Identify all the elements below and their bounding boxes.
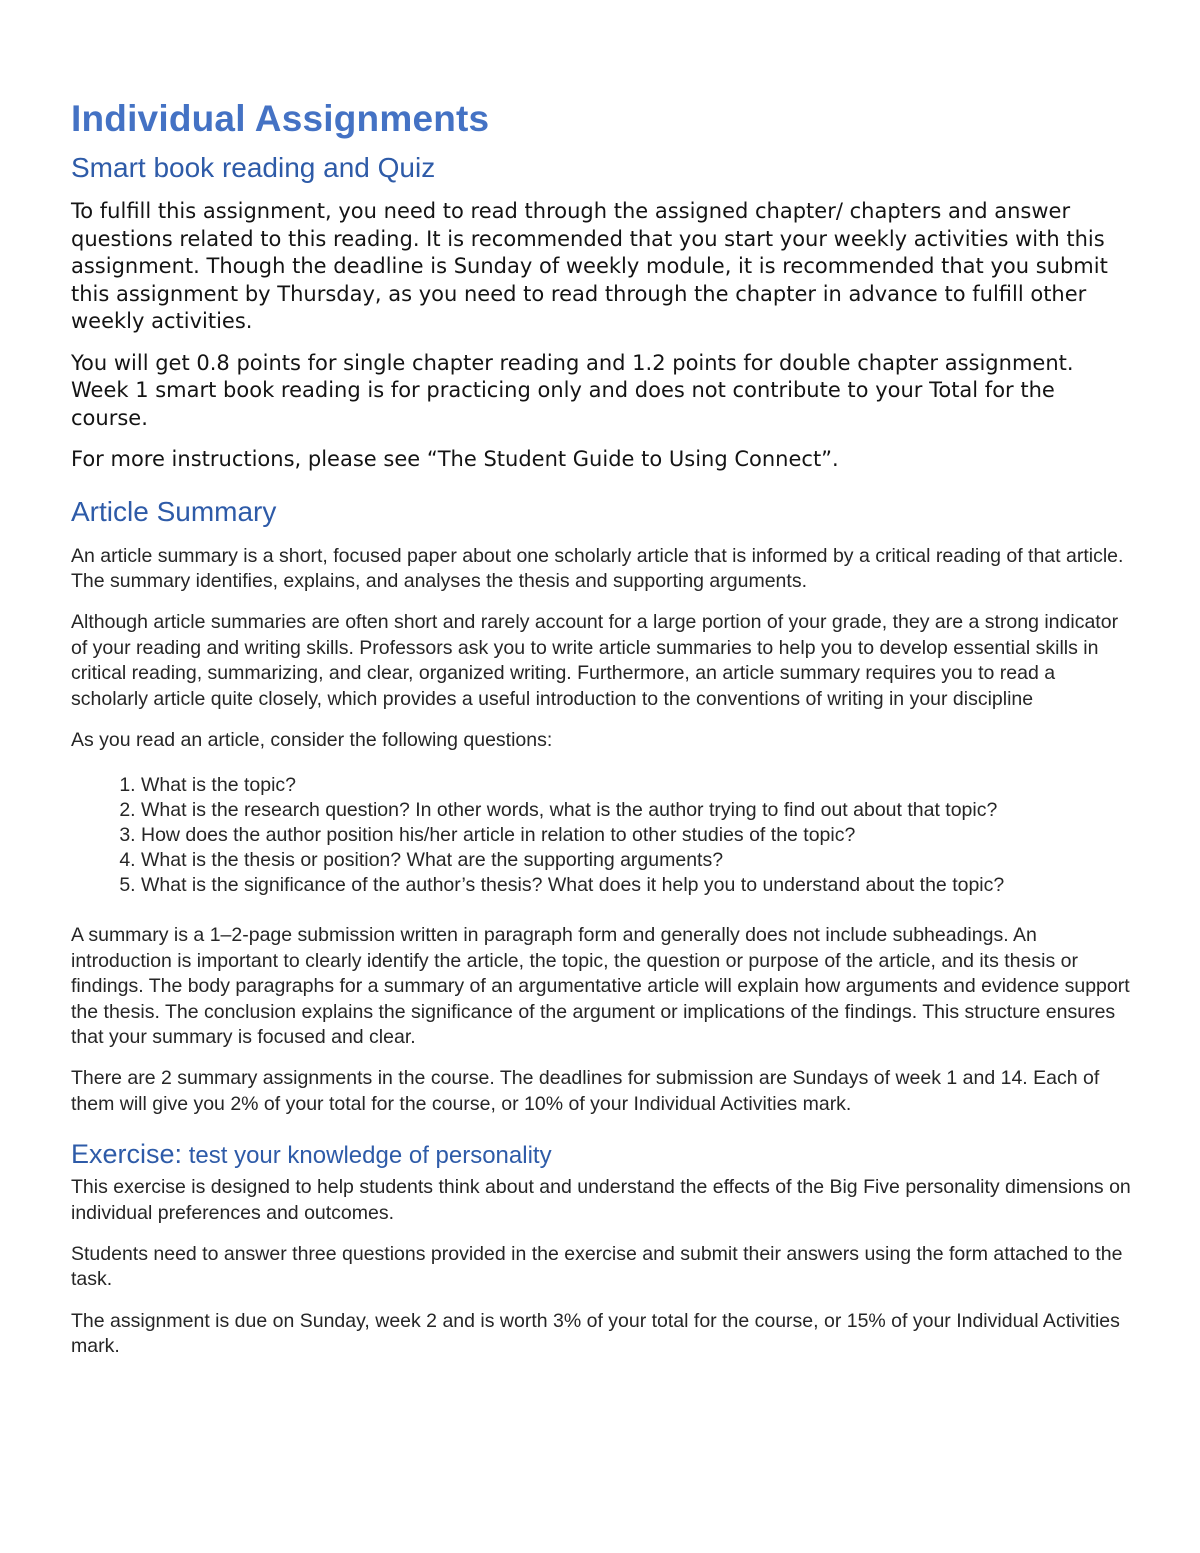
exercise-paragraph: This exercise is designed to help students think about and understand the effects of the Big Five personality dimensions on individual preferences and outcomes. [71,1176,1131,1224]
exercise-heading [71,1137,1136,1173]
exercise-heading-lead: Exercise: [71,1139,183,1170]
article-summary-heading: Article Summary [71,495,277,527]
smartbook-heading: Smart book reading and Quiz [71,152,436,183]
exercise-heading-rest: test your knowledge of personality [182,1142,552,1170]
list-item: 1. What is the topic? [141,773,1136,798]
page-title: Individual Assignments [71,98,490,139]
article-paragraph: There are 2 summary assignments in the course. The deadlines for submission are Sundays of week 1 and 14. Each of them will give you 2% of your total for the course, or 10% of your Individual Activities mark. [71,1067,1100,1115]
article-paragraph: An article summary is a short, focused paper about one scholarly article that is informed by a critical reading of that article. The summary identifies, explains, and analyses the thesis and supporting arguments. [71,544,1124,592]
document-page [71,96,1136,1376]
article-paragraph: A summary is a 1–2-page submission written in paragraph form and generally does not include subheadings. An introduction is important to clearly identify the article, the topic, the question or purpose of the article, and its thesis or findings. The body paragraphs for a summary of an argumentative article will explain how arguments and evidence support the thesis. The conclusion explains the significance of the argument or implications of the findings. This structure ensures that your summary is focused and clear. [71,924,1130,1048]
exercise-paragraph: The assignment is due on Sunday, week 2 and is worth 3% of your total for the course, or 15% of your Individual Activities mark. [71,1309,1120,1358]
smartbook-paragraph: For more instructions, please see “The Student Guide to Using Connect”. [71,447,839,471]
list-item: 5. What is the significance of the author’s thesis? What does it help you to understand about the topic? [141,873,1136,898]
list-item: 4. What is the thesis or position? What are the supporting arguments? [141,848,1136,873]
smartbook-paragraph: You will get 0.8 points for single chapter reading and 1.2 points for double chapter assignment. Week 1 smart book reading is for practicing only and does not contribute to your Total for the course. [71,350,1074,430]
article-paragraph: As you read an article, consider the following questions: [71,728,553,751]
smartbook-paragraph: To fulfill this assignment, you need to read through the assigned chapter/ chapters and answer questions related to this reading. It is recommended that you start your weekly activities with this assignment. Though the deadline is Sunday of weekly module, it is recommended that you submit this assignment by Thursday, as you need to read through the chapter in advance to fulfill other weekly activities. [71,199,1108,333]
article-paragraph: Although article summaries are often short and rarely account for a large portion of your grade, they are a strong indicator of your reading and writing skills. Professors ask you to write article summaries to help you to develop essential skills in critical reading, summarizing, and clear, organized writing. Furthermore, an article summary requires you to read a scholarly article quite closely, which provides a useful introduction to the conventions of writing in your discipline [71,611,1119,710]
list-item: 2. What is the research question? In other words, what is the author trying to find out about that topic? [141,798,1136,823]
list-item: 3. How does the author position his/her article in relation to other studies of the topic? [141,823,1136,848]
article-questions-list [71,773,1136,897]
exercise-paragraph: Students need to answer three questions provided in the exercise and submit their answers using the form attached to the task. [71,1242,1123,1291]
